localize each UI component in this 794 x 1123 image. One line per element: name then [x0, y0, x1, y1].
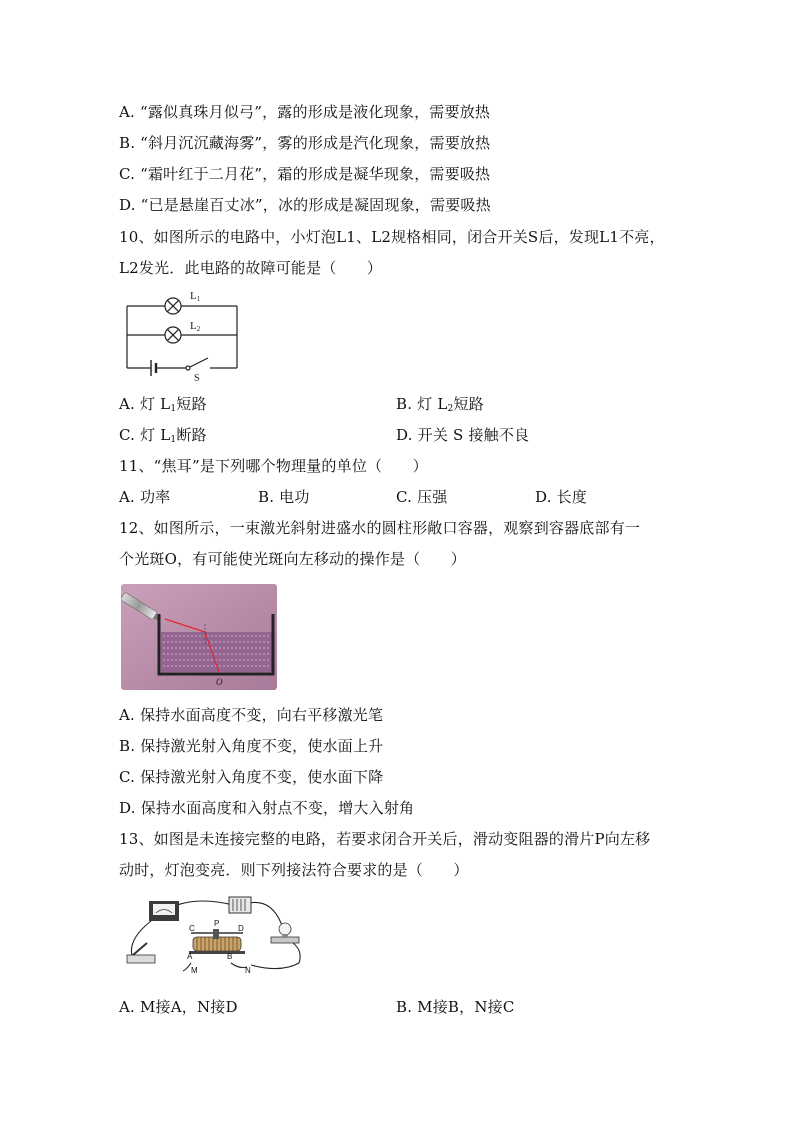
meter: [149, 901, 179, 921]
q9-option-d: D. “已是悬崖百丈冰”，冰的形成是凝固现象，需要吸热: [119, 196, 491, 214]
lamp: [271, 923, 299, 943]
q12-stem-line1: 12、如图所示，一束激光斜射进盛水的圆柱形敞口容器，观察到容器底部有一: [119, 519, 641, 537]
q12-stem-line2: 个光斑O，有可能使光斑向左移动的操作是（ ）: [119, 550, 466, 568]
wire-top: [177, 901, 233, 905]
q13-option-a: A. M接A，N接D: [119, 998, 238, 1016]
q12-option-a: A. 保持水面高度不变，向右平移激光笔: [119, 706, 384, 724]
q12-laser-container-figure: [121, 584, 277, 690]
q11-stem: 11、“焦耳”是下列哪个物理量的单位（ ）: [119, 457, 428, 475]
q11-option-d: D. 长度: [535, 488, 588, 506]
switch-label: S: [194, 373, 200, 382]
wire-m-label: M: [191, 966, 198, 975]
q10-stem-line2: L2发光．此电路的故障可能是（ ）: [119, 259, 383, 277]
q13-stem-line1: 13、如图是未连接完整的电路，若要求闭合开关后，滑动变阻器的滑片P向左移: [119, 830, 651, 848]
q11-option-a: A. 功率: [119, 488, 171, 506]
q10-option-c: C. 灯 $L_1$断路: [119, 426, 207, 445]
l1-label: L1: [190, 290, 201, 303]
wire-bottom-right: [251, 943, 300, 969]
q9-option-c: C. “霜叶红于二月花”，霜的形成是凝华现象，需要吸热: [119, 165, 491, 183]
wire-m: [183, 963, 191, 971]
q13-stem-line2: 动时，灯泡变亮．则下列接法符合要求的是（ ）: [119, 861, 469, 879]
terminal-c-label: C: [189, 924, 195, 933]
wire-n-label: N: [245, 966, 251, 975]
q9-option-b: B. “斜月沉沉藏海雾”，雾的形成是汽化现象，需要放热: [119, 134, 491, 152]
q13-circuit-figure: [121, 893, 303, 977]
q10-option-d: D. 开关 S 接触不良: [396, 426, 530, 444]
q11-option-c: C. 压强: [396, 488, 448, 506]
battery-box: [229, 897, 251, 913]
q13-option-b: B. M接B，N接C: [396, 998, 515, 1016]
terminal-b-label: B: [227, 952, 233, 961]
q10-circuit-diagram: [120, 288, 244, 382]
spot-o-label: O: [216, 677, 223, 687]
wire-right: [249, 902, 284, 939]
q10-stem-line1: 10、如图所示的电路中，小灯泡L1、L2规格相同，闭合开关S后，发现L1不亮，: [119, 228, 665, 246]
q9-option-a: A. “露似真珠月似弓”，露的形成是液化现象，需要放热: [119, 103, 491, 121]
rheostat: [189, 929, 245, 954]
q10-option-b: B. 灯 $L_2$短路: [396, 395, 484, 414]
q12-option-b: B. 保持激光射入角度不变，使水面上升: [119, 737, 384, 755]
terminal-d-label: D: [238, 924, 244, 933]
q12-option-c: C. 保持激光射入角度不变，使水面下降: [119, 768, 384, 786]
slider-p-label: P: [214, 919, 220, 928]
q11-option-b: B. 电功: [258, 488, 310, 506]
q12-option-d: D. 保持水面高度和入射点不变，增大入射角: [119, 799, 415, 817]
q10-option-a: A. 灯 $L_1$短路: [119, 395, 207, 414]
l2-label: L2: [190, 320, 201, 333]
terminal-a-label: A: [187, 952, 193, 961]
